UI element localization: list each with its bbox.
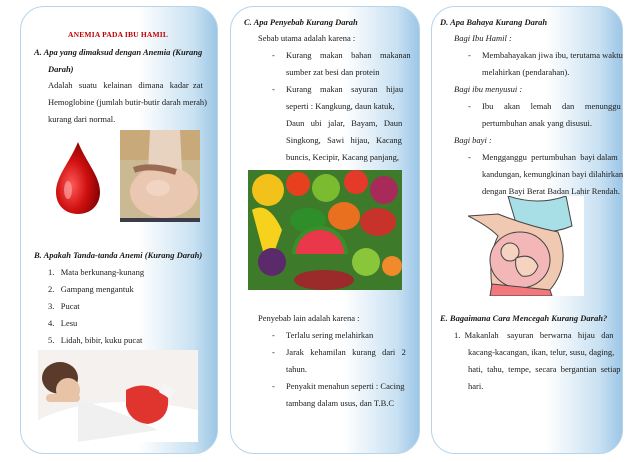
list-item: 4. Lesu: [48, 318, 78, 328]
cause-2-line-5: buncis, Kecipir, Kacang panjang,: [286, 152, 399, 162]
section-a-body-2: Hemoglobine (jumlah butir-butir darah merah): [48, 97, 207, 107]
baby-in-womb-illustration: [468, 196, 584, 296]
dash-bullet: -: [272, 330, 275, 340]
danger-baby-line-3: dengan Bayi Berat Badan Lahir Rendah.: [482, 186, 620, 196]
other-cause-2-line-2: tahun.: [286, 364, 308, 374]
dash-bullet: -: [272, 381, 275, 391]
cause-1-line-1: Kurang makan bahan makanan: [286, 50, 411, 60]
danger-baby-heading: Bagi bayi :: [454, 135, 492, 145]
other-causes-intro: Penyebab lain adalah karena :: [258, 313, 360, 323]
cause-2-line-1: Kurang makan sayuran hijau: [286, 84, 404, 94]
list-item: 1. Mata berkunang-kunang: [48, 267, 145, 277]
dash-bullet: -: [272, 50, 275, 60]
other-cause-1: Terlalu sering melahirkan: [286, 330, 374, 340]
dash-bullet: -: [468, 152, 471, 162]
cause-2-line-2: seperti : Kangkung, daun katuk,: [286, 101, 395, 111]
prevention-line-3: hati, tahu, tempe, secara bergantian setiap: [468, 364, 621, 374]
danger-baby-line-2: kandungan, kemungkinan bayi dilahirkan: [482, 169, 624, 179]
other-cause-3-line-1: Penyakit menahun seperti : Cacing: [286, 381, 405, 391]
prevention-line-4: hari.: [468, 381, 484, 391]
dash-bullet: -: [468, 101, 471, 111]
prevention-line-1: 1. Makanlah sayuran berwarna hijau dan: [454, 330, 614, 340]
danger-nursing-line-2: pertumbuhan anak yang disusui.: [482, 118, 593, 128]
blood-drop-image: [52, 140, 104, 216]
list-item: 3. Pucat: [48, 301, 80, 311]
dash-bullet: -: [272, 347, 275, 357]
dash-bullet: -: [468, 50, 471, 60]
section-d-heading: D. Apa Bahaya Kurang Darah: [440, 17, 548, 27]
vegetables-fruits-image: [248, 170, 402, 290]
prevention-line-2: kacang-kacangan, ikan, telur, susu, daging,: [468, 347, 615, 357]
danger-nursing-heading: Bagi ibu menyusui :: [454, 84, 523, 94]
section-a-heading-2: Darah): [48, 64, 74, 74]
danger-baby-line-1: Mengganggu pertumbuhan bayi dalam: [482, 152, 618, 162]
section-b-heading: B. Apakah Tanda-tanda Anemi (Kurang Darah): [34, 250, 203, 260]
danger-pregnant-heading: Bagi Ibu Hamil :: [454, 33, 512, 43]
section-a-body-1: Adalah suatu kelainan dimana kadar zat: [48, 80, 203, 90]
section-e-heading: E. Bagaimana Cara Mencegah Kurang Darah?: [440, 313, 608, 323]
section-c-intro: Sebab utama adalah karena :: [258, 33, 356, 43]
dash-bullet: -: [272, 84, 275, 94]
section-c-heading: C. Apa Penyebab Kurang Darah: [244, 17, 358, 27]
danger-nursing-line-1: Ibu akan lemah dan menunggu: [482, 101, 621, 111]
cause-2-line-4: Singkong, Sawi hijau, Kacang: [286, 135, 402, 145]
list-item: 5. Lidah, bibir, kuku pucat: [48, 335, 143, 345]
other-cause-2-line-1: Jarak kehamilan kurang dari 2: [286, 347, 406, 357]
danger-pregnant-line-2: melahirkan (pendarahan).: [482, 67, 570, 77]
cause-1-line-2: sumber zat besi dan protein: [286, 67, 380, 77]
brochure-title: ANEMIA PADA IBU HAMIL: [68, 30, 169, 39]
section-a-heading-1: A. Apa yang dimaksud dengan Anemia (Kurang: [34, 47, 203, 57]
sick-woman-image: [38, 350, 198, 442]
list-item: 2. Gampang mengantuk: [48, 284, 134, 294]
section-a-body-3: kurang dari normal.: [48, 114, 116, 124]
danger-pregnant-line-1: Membahayakan jiwa ibu, terutama waktu: [482, 50, 623, 60]
pregnant-belly-image: [120, 130, 200, 222]
other-cause-3-line-2: tambang dalam usus, dan T.B.C: [286, 398, 395, 408]
cause-2-line-3: Daun ubi jalar, Bayam, Daun: [286, 118, 403, 128]
